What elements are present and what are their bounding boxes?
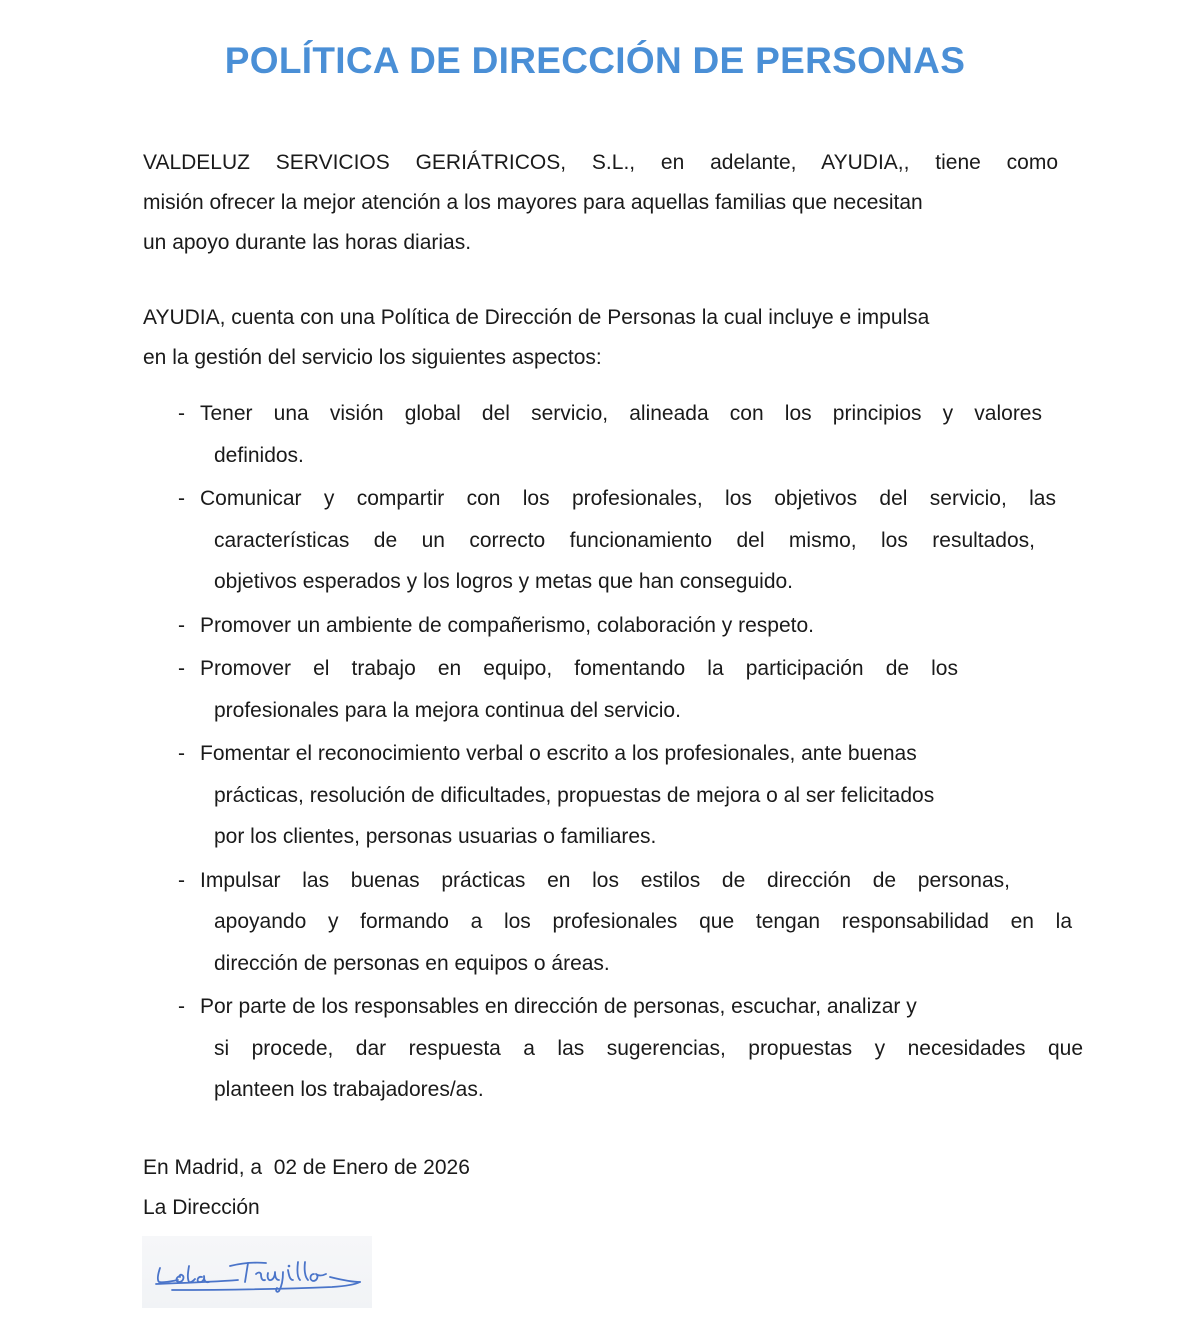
list-item-line: profesionales para la mejora continua del servicio.: [214, 698, 681, 722]
policy-intro-paragraph: [143, 298, 1058, 378]
closing-block: [143, 1148, 470, 1228]
intro-line-2: misión ofrecer la mejor atención a los mayores para aquellas familias que necesitan: [143, 191, 923, 214]
list-item-line: prácticas, resolución de dificultades, propuestas de mejora o al ser felicitados: [214, 783, 935, 807]
bullet-dash: -: [178, 402, 185, 425]
intro-paragraph: [143, 143, 1058, 263]
list-item-line: apoyando y formando a los profesionales que tengan responsabilidad en la: [214, 910, 1072, 933]
list-item: [178, 605, 1083, 647]
bullet-dash: -: [178, 657, 185, 680]
list-item-line: Tener una visión global del servicio, alineada con los principios y valores: [200, 402, 1042, 425]
list-item-line: por los clientes, personas usuarias o familiares.: [214, 825, 657, 848]
bullet-dash: -: [178, 868, 185, 892]
policy-intro-line-1: AYUDIA, cuenta con una Política de Dirección de Personas la cual incluye e impulsa: [143, 306, 930, 329]
list-item-line: características de un correcto funcionamiento del mismo, los resultados,: [214, 528, 1035, 552]
list-item: [178, 986, 1083, 1111]
list-item-line: Promover el trabajo en equipo, fomentando la participación de los: [200, 657, 958, 680]
list-item-line: Impulsar las buenas prácticas en los estilos de dirección de personas,: [200, 868, 1010, 892]
page-title: POLÍTICA DE DIRECCIÓN DE PERSONAS: [224, 40, 966, 81]
intro-line-3: un apoyo durante las horas diarias.: [143, 231, 472, 254]
list-item-line: si procede, dar respuesta a las sugerencias, propuestas y necesidades que: [214, 1036, 1083, 1060]
bullet-dash: -: [178, 613, 185, 637]
bullet-dash: -: [178, 487, 185, 510]
policy-aspects-list: [178, 393, 1083, 1113]
bullet-dash: -: [178, 742, 185, 765]
list-item-line: objetivos esperados y los logros y metas que han conseguido.: [214, 570, 794, 593]
signature-drawing: [142, 1236, 372, 1308]
bullet-dash: -: [178, 995, 185, 1018]
list-item-line: Fomentar el reconocimiento verbal o escrito a los profesionales, ante buenas: [200, 742, 917, 765]
list-item: [178, 733, 1083, 858]
list-item-line: Por parte de los responsables en dirección de personas, escuchar, analizar y: [200, 995, 917, 1018]
intro-line-1: VALDELUZ SERVICIOS GERIÁTRICOS, S.L., en adelante, AYUDIA,, tiene como: [143, 151, 1058, 174]
list-item-line: Promover un ambiente de compañerismo, colaboración y respeto.: [200, 613, 814, 637]
policy-intro-line-2: en la gestión del servicio los siguientes aspectos:: [143, 346, 602, 369]
list-item: [178, 648, 1083, 731]
list-item: [178, 860, 1083, 985]
place-date: En Madrid, a 02 de Enero de 2026: [143, 1156, 470, 1179]
list-item-line: planteen los trabajadores/as.: [214, 1078, 484, 1101]
list-item: [178, 478, 1083, 603]
list-item-line: definidos.: [214, 443, 304, 467]
list-item: [178, 393, 1083, 476]
signatory: La Dirección: [143, 1196, 260, 1219]
list-item-line: Comunicar y compartir con los profesionales, los objetivos del servicio, las: [200, 487, 1056, 510]
handwritten-signature: [142, 1236, 372, 1308]
list-item-line: dirección de personas en equipos o áreas.: [214, 951, 610, 975]
